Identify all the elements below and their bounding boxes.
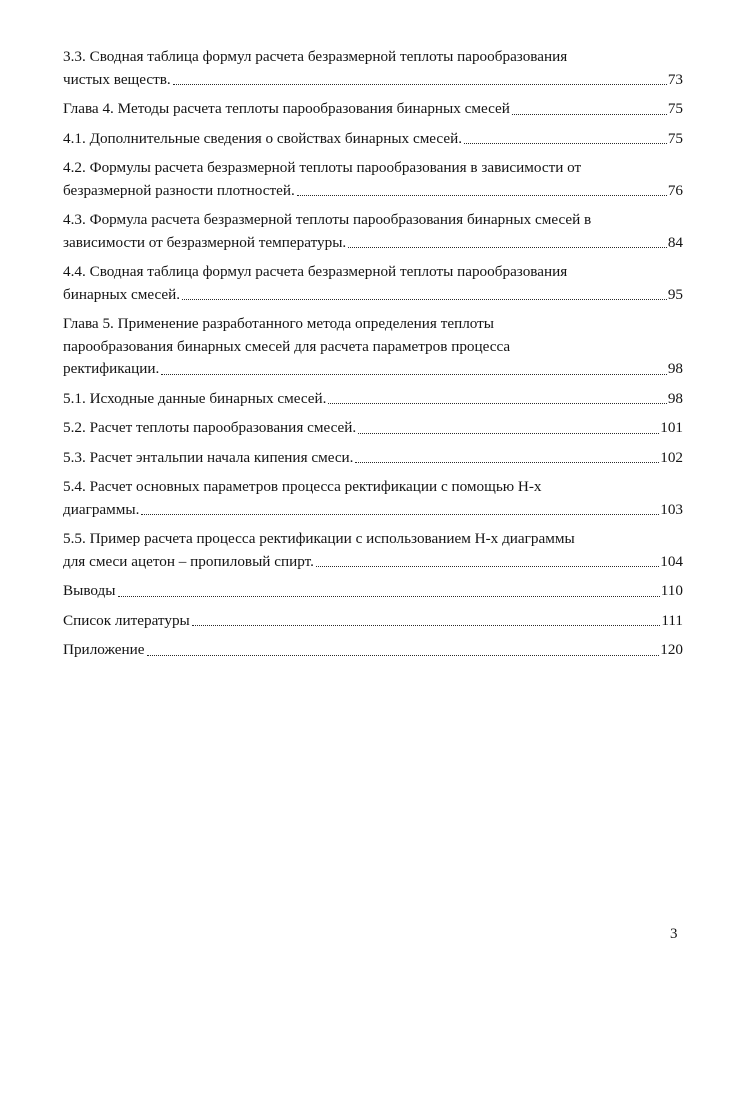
toc-page-number: 104 [660, 552, 683, 570]
toc-entry [63, 610, 683, 633]
toc-entry [63, 639, 683, 662]
toc-entry-last-line [63, 284, 683, 307]
toc-entry-text-line: 5.4. Расчет основных параметров процесса ректификации с помощью H-x [63, 478, 542, 495]
toc-entry [63, 157, 683, 202]
dot-leader [173, 84, 667, 85]
toc-entry [63, 580, 683, 603]
toc-entry-last-line [63, 447, 683, 470]
toc-entry-text-line: 4.2. Формулы расчета безразмерной теплоты парообразования в зависимости от [63, 159, 582, 176]
toc-entry-last-line [63, 551, 683, 574]
toc-entry-text: чистых веществ. [63, 70, 171, 88]
dot-leader [464, 143, 667, 144]
toc-entry [63, 209, 683, 254]
toc-entry [63, 476, 683, 521]
dot-leader [192, 625, 661, 626]
toc-page-number: 101 [660, 419, 683, 436]
dot-leader [297, 195, 667, 196]
dot-leader [141, 514, 659, 515]
toc-entry-text: зависимости от безразмерной температуры. [63, 233, 347, 251]
toc-page-number: 102 [660, 448, 683, 466]
toc-entry-text-line: 3.3. Сводная таблица формул расчета безразмерной теплоты парообразования [63, 48, 568, 65]
toc-page-number: 75 [667, 100, 683, 117]
toc-page-number: 95 [667, 285, 683, 303]
dot-leader [316, 566, 659, 567]
toc-entry [63, 261, 683, 306]
toc-entry-last-line [63, 98, 683, 121]
toc-page-number: 110 [660, 582, 683, 599]
toc-entry-text: ректификации. [63, 360, 160, 377]
toc-page-number: 111 [661, 611, 683, 629]
dot-leader [182, 299, 667, 300]
toc-entry [63, 388, 683, 411]
toc-entry [63, 313, 683, 381]
toc-entry-text: Приложение [63, 641, 145, 658]
table-of-contents [63, 46, 683, 669]
page-number: 3 [670, 926, 678, 942]
toc-entry [63, 98, 683, 121]
toc-entry-text: Глава 4. Методы расчета теплоты парообразования бинарных смесей [63, 100, 510, 117]
dot-leader [147, 655, 660, 656]
dot-leader [355, 462, 659, 463]
dot-leader [328, 403, 666, 404]
toc-entry-text: 4.1. Дополнительные сведения о свойствах бинарных смесей. [63, 129, 463, 147]
toc-entry-text-line: Глава 5. Применение разработанного метода определения теплоты [63, 315, 495, 332]
dot-leader [512, 114, 667, 115]
toc-entry [63, 128, 683, 151]
toc-entry-text: бинарных смесей. [63, 285, 181, 303]
toc-entry [63, 447, 683, 470]
toc-entry-text: диаграммы. [63, 500, 140, 518]
toc-entry-text-line: 5.5. Пример расчета процесса ректификации с использованием H-x диаграммы [63, 530, 575, 547]
toc-entry-last-line [63, 69, 683, 92]
toc-entry-text: 5.3. Расчет энтальпии начала кипения смеси. [63, 448, 354, 466]
dot-leader [118, 596, 660, 597]
toc-entry [63, 46, 683, 91]
toc-entry-last-line [63, 128, 683, 151]
toc-entry-text-line: парообразования бинарных смесей для расчета параметров процесса [63, 337, 511, 355]
toc-page-number: 98 [667, 389, 683, 407]
toc-entry-text: 5.1. Исходные данные бинарных смесей. [63, 389, 327, 407]
toc-entry-text: для смеси ацетон – пропиловый спирт. [63, 552, 314, 570]
toc-page-number: 75 [667, 129, 683, 147]
toc-entry [63, 528, 683, 573]
toc-entry-text: Выводы [63, 582, 116, 599]
toc-entry-last-line [63, 580, 683, 603]
toc-entry-last-line [63, 388, 683, 411]
toc-entry-text: Список литературы [63, 611, 190, 629]
toc-entry-last-line [63, 358, 683, 381]
dot-leader [358, 433, 659, 434]
toc-page-number: 103 [660, 500, 683, 518]
toc-entry-last-line [63, 232, 683, 255]
toc-entry-last-line [63, 180, 683, 203]
toc-entry-last-line [63, 610, 683, 633]
toc-page-number: 76 [667, 181, 683, 199]
toc-page-number: 73 [667, 70, 683, 88]
toc-entry-last-line [63, 639, 683, 662]
toc-page-number: 98 [667, 360, 683, 377]
toc-entry-text-line: 4.3. Формула расчета безразмерной теплоты парообразования бинарных смесей в [63, 211, 592, 228]
toc-entry-text-line: 4.4. Сводная таблица формул расчета безразмерной теплоты парообразования [63, 263, 568, 280]
toc-entry-last-line [63, 417, 683, 440]
dot-leader [161, 374, 666, 375]
toc-entry [63, 417, 683, 440]
toc-entry-last-line [63, 499, 683, 522]
toc-page-number: 84 [667, 233, 683, 251]
dot-leader [348, 247, 667, 248]
toc-page-number: 120 [660, 641, 683, 658]
toc-entry-text: 5.2. Расчет теплоты парообразования смесей. [63, 419, 357, 436]
toc-entry-text: безразмерной разности плотностей. [63, 181, 295, 199]
